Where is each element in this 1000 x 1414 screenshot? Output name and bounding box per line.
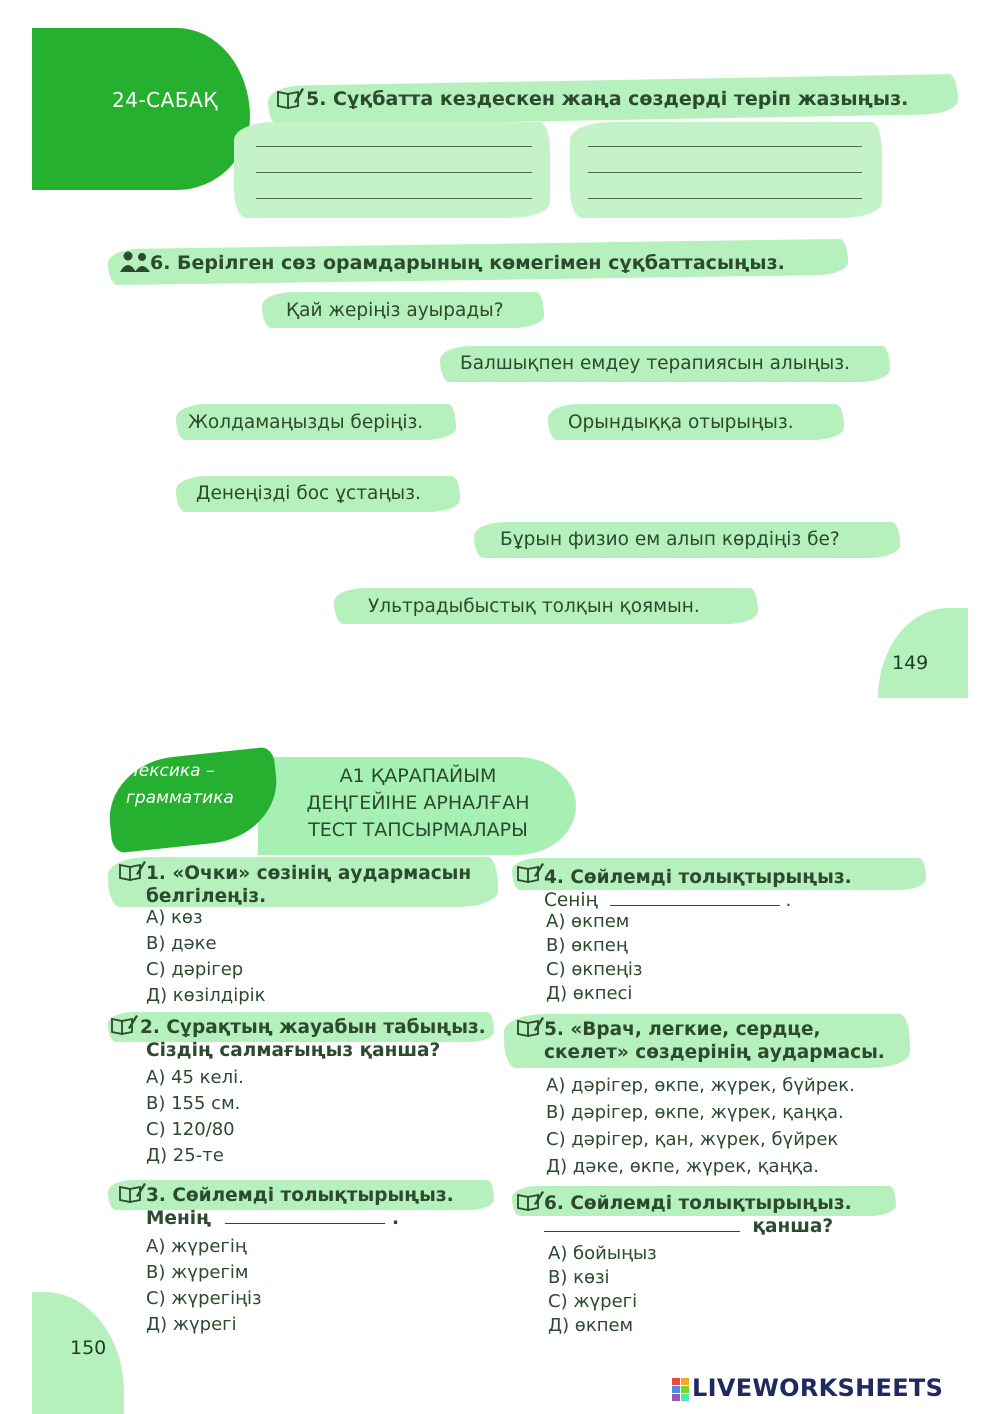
answer-option[interactable]: Д) жүрегі — [146, 1314, 237, 1335]
question-6 — [544, 1192, 852, 1238]
answer-line[interactable] — [588, 172, 862, 173]
question-3 — [146, 1184, 454, 1230]
task6-title: 6. Берілген сөз орамдарының көмегімен сұқбаттасыңыз. — [150, 252, 785, 274]
question-blank-line — [544, 1215, 852, 1238]
blank-period: . — [785, 890, 792, 911]
phrase: Ультрадыбыстық толқын қоямын. — [368, 596, 700, 617]
answer-option[interactable]: А) бойыңыз — [548, 1243, 657, 1264]
phrase: Орындыққа отырыңыз. — [568, 412, 794, 433]
question-3-options — [146, 1234, 262, 1338]
question-text: Менің — [146, 1208, 212, 1229]
answer-option[interactable]: С) өкпеңіз — [546, 959, 643, 980]
answer-option[interactable]: В) дәрігер, өкпе, жүрек, қаңқа. — [546, 1102, 844, 1123]
blank-input[interactable] — [544, 1231, 740, 1232]
question-text: 2. Сұрақтың жауабын табыңыз. — [140, 1017, 486, 1038]
question-2-options — [146, 1065, 244, 1169]
answer-option[interactable]: С) 120/80 — [146, 1119, 235, 1140]
liveworksheets-logo-icon — [672, 1378, 690, 1402]
phrase: Қай жеріңіз ауырады? — [286, 300, 504, 321]
answer-line[interactable] — [256, 146, 532, 147]
section-tag-line: грамматика — [126, 788, 234, 808]
section-title-line: ДЕҢГЕЙІНЕ АРНАЛҒАН — [306, 792, 530, 814]
phrase: Балшықпен емдеу терапиясын алыңыз. — [460, 353, 850, 374]
answer-option[interactable]: Д) көзілдірік — [146, 985, 266, 1006]
book-pencil-icon — [118, 860, 146, 882]
task5-title: 5. Сұқбатта кездескен жаңа сөздерді теріп жазыңыз. — [306, 88, 909, 110]
question-text: 3. Сөйлемді толықтырыңыз. — [146, 1185, 454, 1206]
answer-option[interactable]: Д) өкпем — [548, 1315, 634, 1336]
answer-option[interactable]: Д) өкпесі — [546, 983, 633, 1004]
section-tag — [126, 758, 234, 812]
book-pencil-icon — [118, 1182, 146, 1204]
answer-option[interactable]: С) жүрегі — [548, 1291, 638, 1312]
question-text: 1. «Очки» сөзінің аудармасын — [146, 863, 472, 884]
blank-period: . — [391, 1208, 399, 1229]
lesson-label: 24-САБАҚ — [112, 88, 218, 112]
watermark: LIVEWORKSHEETS — [692, 1374, 944, 1402]
question-2 — [140, 1016, 486, 1062]
page-number: 149 — [892, 652, 929, 674]
section-title-line: ТЕСТ ТАПСЫРМАЛАРЫ — [308, 819, 528, 841]
book-pencil-icon — [516, 862, 544, 884]
answer-option[interactable]: В) жүрегім — [146, 1262, 249, 1283]
phrase: Бұрын физио ем алып көрдіңіз бе? — [500, 529, 840, 550]
question-text: Сіздің салмағыңыз қанша? — [146, 1040, 441, 1061]
question-6-options — [548, 1242, 657, 1338]
blank-input[interactable] — [610, 905, 780, 906]
answer-option[interactable]: В) 155 см. — [146, 1093, 241, 1114]
answer-box-right — [570, 122, 882, 218]
answer-line[interactable] — [256, 172, 532, 173]
book-pencil-icon — [516, 1190, 544, 1212]
answer-option[interactable]: Д) 25-те — [146, 1145, 224, 1166]
answer-option[interactable]: В) көзі — [548, 1267, 610, 1288]
answer-option[interactable]: А) көз — [146, 907, 203, 928]
book-pencil-icon — [276, 86, 304, 110]
question-text: 4. Сөйлемді толықтырыңыз. — [544, 867, 852, 888]
blank-input[interactable] — [225, 1223, 385, 1224]
answer-option[interactable]: А) өкпем — [546, 911, 630, 932]
answer-box-left — [234, 122, 550, 218]
question-text: 5. «Врач, легкие, сердце, — [544, 1019, 821, 1040]
question-5-options — [546, 1072, 855, 1180]
question-text: қанша? — [752, 1216, 834, 1237]
answer-option[interactable]: С) дәрігер, қан, жүрек, бүйрек — [546, 1129, 839, 1150]
question-text: белгілеңіз. — [146, 886, 267, 907]
people-icon — [118, 250, 152, 274]
question-text: 6. Сөйлемді толықтырыңыз. — [544, 1193, 852, 1214]
answer-line[interactable] — [588, 146, 862, 147]
answer-line[interactable] — [256, 198, 532, 199]
question-4 — [544, 866, 852, 912]
question-blank-line — [146, 1207, 454, 1230]
answer-option[interactable]: А) 45 келі. — [146, 1067, 244, 1088]
answer-option[interactable]: А) дәрігер, өкпе, жүрек, бүйрек. — [546, 1075, 855, 1096]
question-1-options — [146, 905, 266, 1009]
question-text: скелет» сөздерінің аудармасы. — [544, 1042, 885, 1063]
book-pencil-icon — [516, 1016, 544, 1038]
phrase: Жолдамаңызды беріңіз. — [188, 412, 424, 433]
answer-line[interactable] — [588, 198, 862, 199]
section-title — [282, 763, 554, 844]
answer-option[interactable]: В) өкпең — [546, 935, 628, 956]
section-title-line: А1 ҚАРАПАЙЫМ — [339, 765, 497, 787]
question-4-options — [546, 910, 643, 1006]
question-5 — [544, 1018, 885, 1064]
question-text: Сенің — [544, 890, 598, 911]
question-1 — [146, 862, 471, 908]
book-pencil-icon — [110, 1014, 138, 1036]
answer-option[interactable]: С) жүрегіңіз — [146, 1288, 262, 1309]
page-number: 150 — [70, 1337, 107, 1359]
answer-option[interactable]: А) жүрегің — [146, 1236, 247, 1257]
answer-option[interactable]: С) дәрігер — [146, 959, 244, 980]
answer-option[interactable]: Д) дәке, өкпе, жүрек, қаңқа. — [546, 1156, 819, 1177]
question-blank-line — [544, 889, 852, 912]
section-tag-line: Лексика – — [126, 761, 215, 781]
answer-option[interactable]: В) дәке — [146, 933, 217, 954]
phrase: Денеңізді бос ұстаңыз. — [196, 483, 421, 504]
